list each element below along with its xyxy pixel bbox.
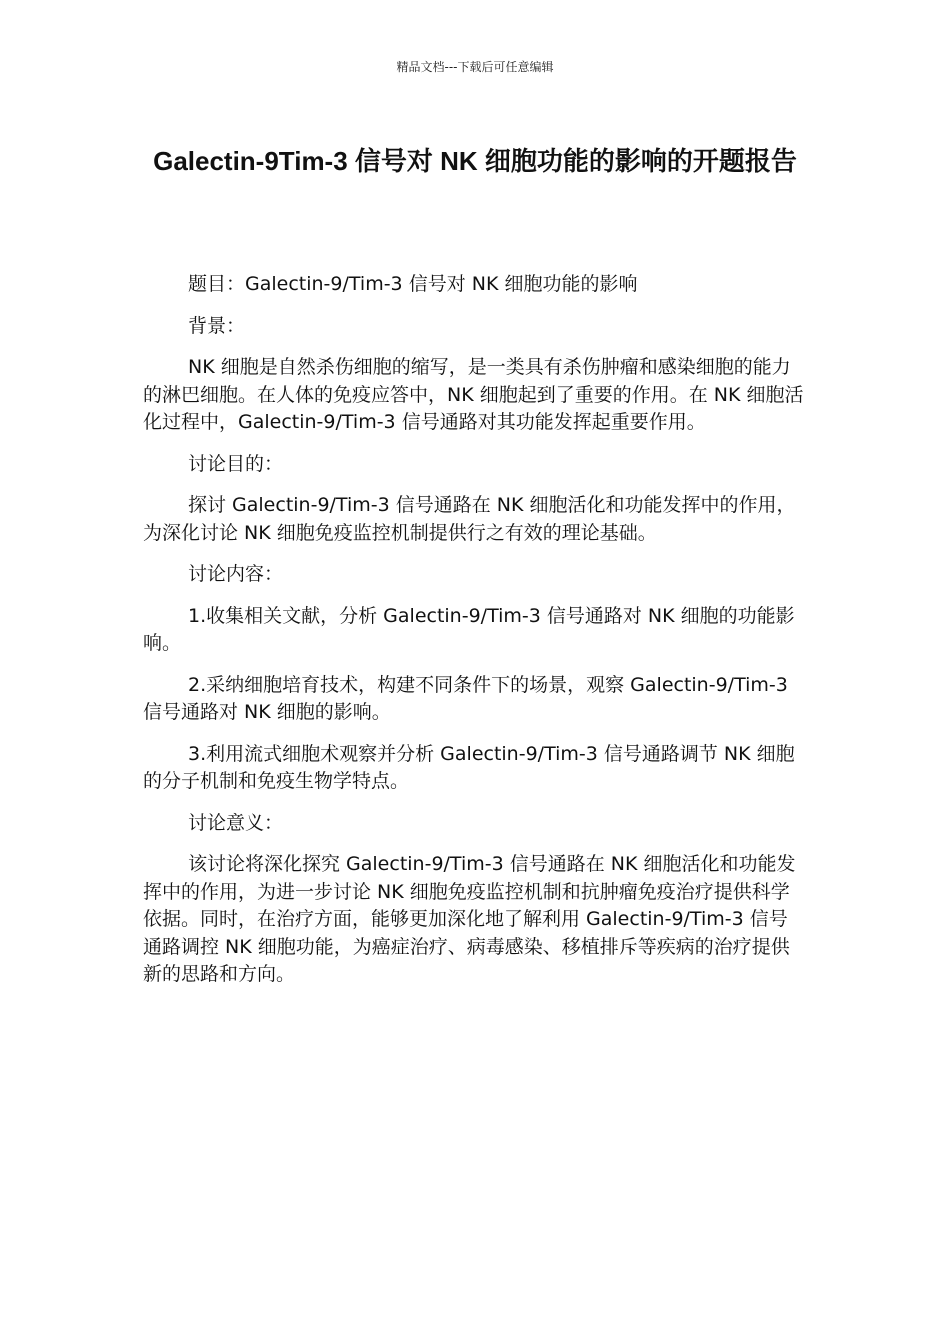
- content-item-1: 1.收集相关文献，分析 Galectin-9/Tim-3 信号通路对 NK 细胞的功能影响。: [143, 604, 795, 654]
- header-note: 精品文档---下载后可任意编辑: [396, 60, 554, 74]
- content-item-2: 2.采纳细胞培育技术，构建不同条件下的场景，观察 Galectin-9/Tim-3 信号通路对 NK 细胞的影响。: [143, 673, 788, 723]
- section-heading-significance: 讨论意义：: [188, 811, 284, 834]
- section-heading-purpose: 讨论目的：: [188, 452, 284, 475]
- content-item-3: 3.利用流式细胞术观察并分析 Galectin-9/Tim-3 信号通路调节 NK 细胞的分子机制和免疫生物学特点。: [143, 742, 795, 792]
- purpose-paragraph: 探讨 Galectin-9/Tim-3 信号通路在 NK 细胞活化和功能发挥中的作用，为深化讨论 NK 细胞免疫监控机制提供行之有效的理论基础。: [143, 494, 796, 544]
- topic-line: 题目：Galectin-9/Tim-3 信号对 NK 细胞功能的影响: [188, 273, 638, 295]
- background-paragraph: NK 细胞是自然杀伤细胞的缩写，是一类具有杀伤肿瘤和感染细胞的能力的淋巴细胞。在人体的免疫应答中，NK 细胞起到了重要的作用。在 NK 细胞活化过程中，Galectin-9/Tim-3 信号通路对其功能发挥起重要作用。: [143, 356, 804, 433]
- document-body: [143, 271, 805, 1003]
- section-heading-background: 背景：: [188, 314, 246, 337]
- significance-paragraph: 该讨论将深化探究 Galectin-9/Tim-3 信号通路在 NK 细胞活化和功能发挥中的作用，为进一步讨论 NK 细胞免疫监控机制和抗肿瘤免疫治疗提供科学依据。同时，在治疗方面，能够更加深化地了解利用 Galectin-9/Tim-3 信号通路调控 NK 细胞功能，为癌症治疗、病毒感染、移植排斥等疾病的治疗提供新的思路和方向。: [143, 853, 796, 985]
- document-title: Galectin-9Tim-3 信号对 NK 细胞功能的影响的开题报告: [153, 146, 797, 176]
- section-heading-content: 讨论内容：: [188, 563, 284, 585]
